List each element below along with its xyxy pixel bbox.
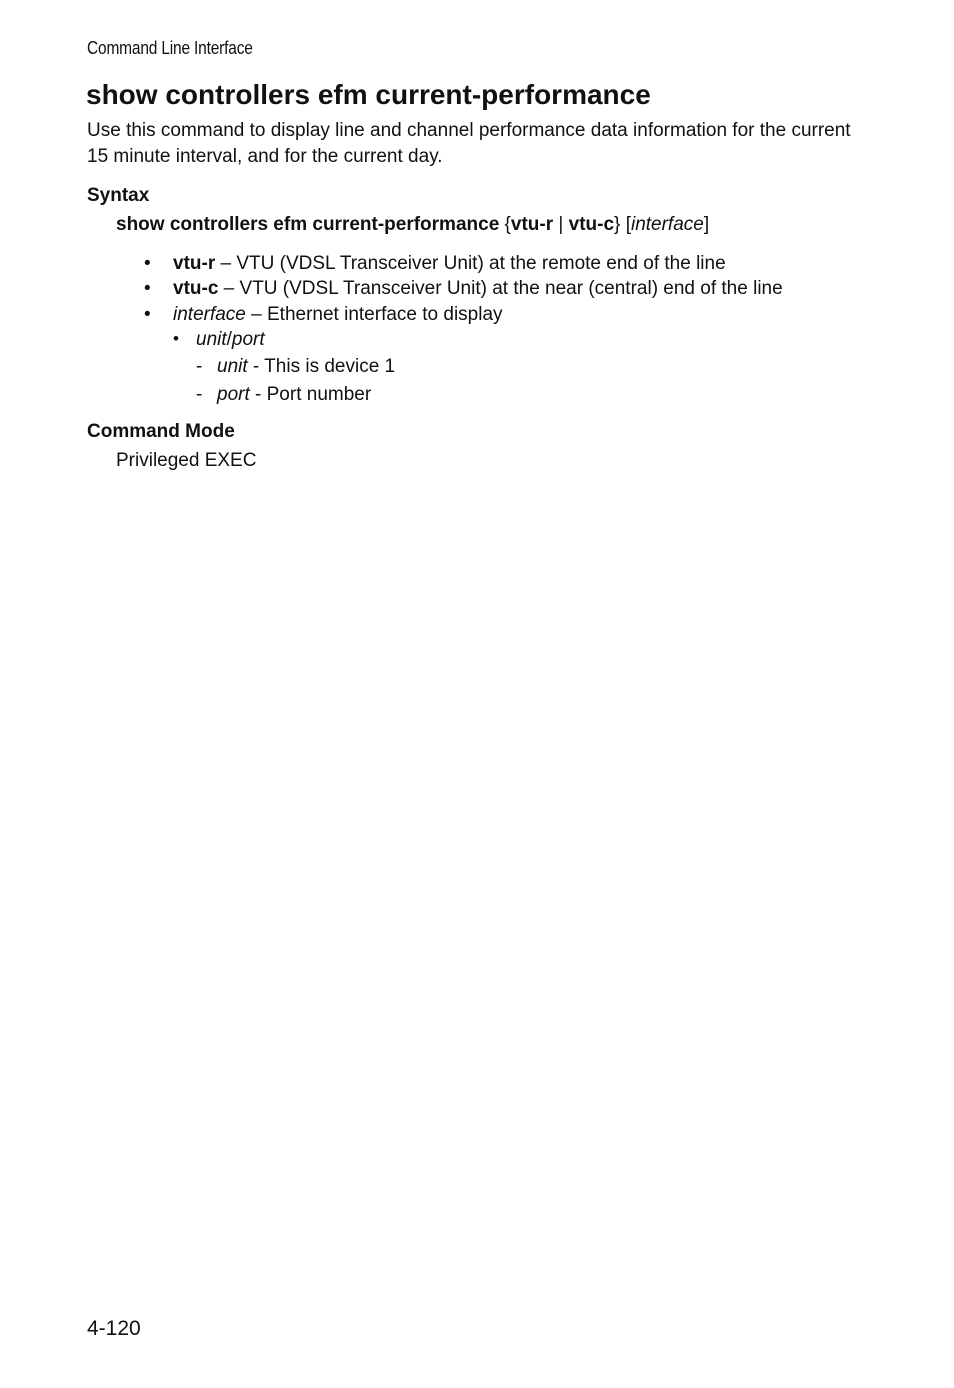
syntax-command: show controllers efm current-performance	[116, 214, 500, 235]
sub-item-desc: - This is device 1	[247, 356, 396, 377]
param-term: vtu-r	[173, 253, 216, 274]
bullet-icon: •	[173, 329, 179, 348]
param-term: vtu-c	[173, 278, 219, 299]
param-desc: – VTU (VDSL Transceiver Unit) at the remote end of the line	[215, 253, 726, 274]
param-item-vtu-c	[173, 278, 783, 300]
sub-item-unit	[217, 356, 395, 378]
param-item-unit-port	[196, 329, 265, 351]
sub-item-desc: - Port number	[249, 384, 372, 405]
syntax-pipe: |	[558, 214, 564, 235]
syntax-param-interface: interface	[630, 214, 704, 235]
running-header: Command Line Interface	[87, 38, 253, 58]
sub-item-term: port	[217, 384, 250, 405]
bullet-icon: •	[144, 304, 151, 325]
sub-item-port	[217, 384, 371, 406]
param-term: interface	[173, 304, 246, 325]
page-number: 4-120	[87, 1317, 141, 1340]
bullet-icon: •	[144, 253, 151, 274]
param-term-port: port	[231, 329, 265, 350]
dash-marker: -	[196, 356, 203, 377]
command-mode-heading: Command Mode	[87, 421, 235, 442]
syntax-brace-open: {	[504, 214, 511, 235]
syntax-bracket-close: ]	[703, 214, 710, 235]
syntax-line	[116, 214, 709, 236]
page-title: show controllers efm current-performance	[86, 79, 651, 110]
command-mode-value: Privileged EXEC	[116, 450, 257, 471]
bullet-icon: •	[144, 278, 151, 299]
syntax-option-vtu-c: vtu-c	[568, 214, 615, 235]
param-term-unit: unit	[196, 329, 227, 350]
syntax-brace-close: }	[614, 214, 621, 235]
param-desc: – Ethernet interface to display	[245, 304, 503, 325]
dash-marker: -	[196, 384, 203, 405]
syntax-heading: Syntax	[87, 185, 150, 206]
param-item-interface	[173, 304, 503, 326]
intro-paragraph: Use this command to display line and channel performance data information for the current 15 minute interval, and for the current day.	[87, 120, 851, 167]
param-desc: – VTU (VDSL Transceiver Unit) at the near (central) end of the line	[218, 278, 783, 299]
param-slash: /	[226, 329, 232, 350]
syntax-bracket-open: [	[625, 214, 631, 235]
sub-item-term: unit	[217, 356, 248, 377]
syntax-option-vtu-r: vtu-r	[510, 214, 554, 235]
param-item-vtu-r	[173, 253, 726, 275]
